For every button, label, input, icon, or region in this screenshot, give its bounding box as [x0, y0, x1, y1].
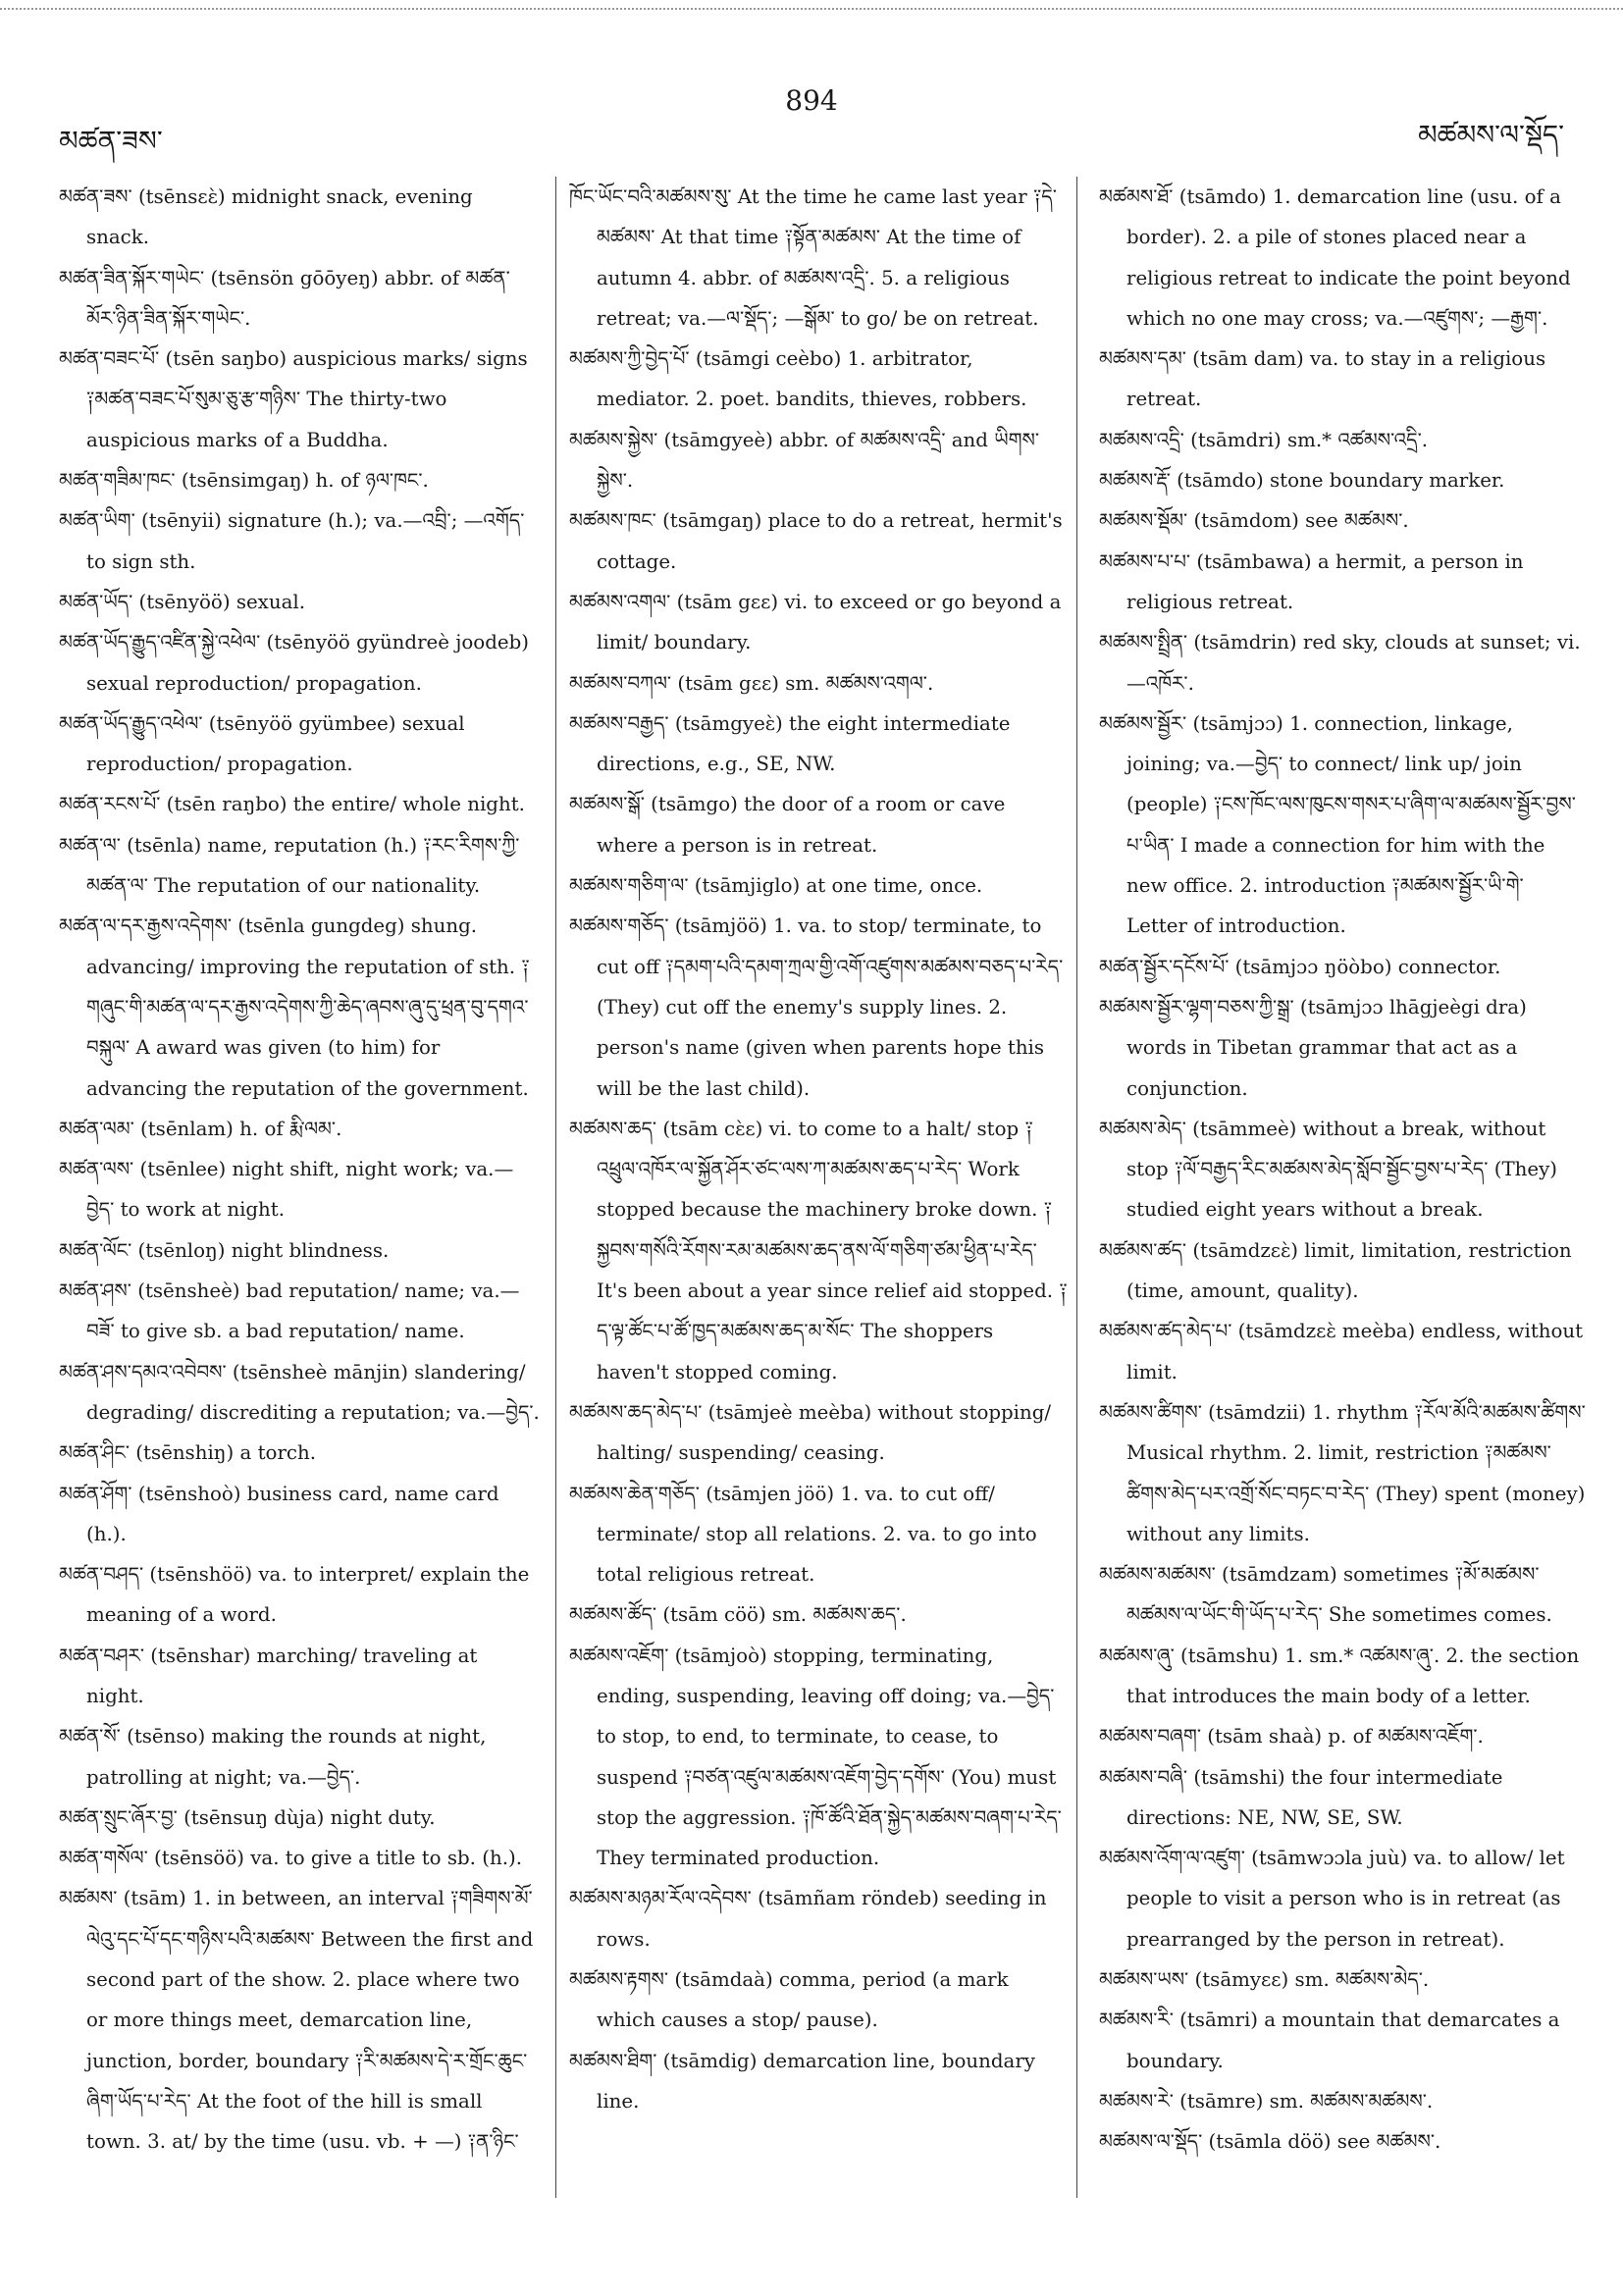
dictionary-entry: མཚམས་ཚད་ (tsāmdzɛɛ̀) limit, limitation, restriction (time, amount, quality).: [1099, 1238, 1572, 1303]
dictionary-entry: མཚམས་རི་ (tsāmri) a mountain that demarcates a boundary.: [1099, 2009, 1560, 2072]
dictionary-entry: མཚམས་བཀལ་ (tsām gɛɛ) sm. མཚམས་འགལ་.: [569, 671, 934, 695]
column-middle: [569, 177, 1070, 2257]
dictionary-entry: མཚམས་ཆད་ (tsām cɛ̀ɛ) vi. to come to a halt/ stop ༑འཕྲུལ་འཁོར་ལ་སྐྱོན་ཤོར་ཙང་ལས་ཀ་མཚམས་ཆད་པ་རེད་ Work stopped because the machinery broke down. ༑སྐྱབས་གསོའི་རོགས་རམ་མཚམས་ཆད་ནས་ལོ་གཅིག་ཙམ་ཕྱིན་པ་རེད་ It's been about a year since relief aid stopped. ༑ད་ལྟ་ཚོང་པ་ཚོ་ཁྱད་མཚམས་ཆད་མ་སོང་ The shoppers haven't stopped coming.: [569, 1117, 1068, 1383]
dictionary-entry: མཚམས་ཐིག་ (tsāmdig) demarcation line, boundary line.: [569, 2049, 1035, 2113]
dictionary-entry: མཚམས་གཅིག་ལ་ (tsāmjiglo) at one time, once.: [569, 874, 983, 898]
dictionary-entry: མཚན་སོ་ (tsēnso) making the rounds at night, patrolling at night; va.—བྱེད་.: [59, 1725, 487, 1789]
dictionary-entry: མཚམས་ཚད་མེད་པ་ (tsāmdzɛɛ̀ meèba) endless, without limit.: [1099, 1320, 1584, 1383]
dictionary-entry: མཚམས་པ་པ་ (tsāmbawa) a hermit, a person in religious retreat.: [1099, 549, 1524, 613]
dictionary-entry: མཚམས་བརྒྱད་ (tsāmgyeɛ̀) the eight intermediate directions, e.g., SE, NW.: [569, 711, 1011, 776]
dictionary-entry: མཚམས་ཡས་ (tsāmyɛɛ) sm. མཚམས་མེད་.: [1099, 1968, 1430, 1992]
dictionary-entry: མཚན་རངས་པོ་ (tsēn raŋbo) the entire/ whole night.: [59, 793, 525, 816]
dictionary-entry: མཚམས་བཞག་ (tsām shaà) p. of མཚམས་འཇོག་.: [1099, 1725, 1484, 1748]
dictionary-entry: མཚམས་སྤྲིན་ (tsāmdrin) red sky, clouds at sunset; vi.—འཁོར་.: [1099, 631, 1581, 695]
dictionary-entry: མཚམས་དམ་ (tsām dam) va. to stay in a religious retreat.: [1099, 347, 1546, 411]
dictionary-entry: མཚན་ཤོག་ (tsēnshoò) business card, name card (h.).: [59, 1482, 499, 1545]
dictionary-entry: མཚམས་འཇོག་ (tsāmjoò) stopping, terminating, ending, suspending, leaving off doing; va.—བྱེད་ to stop, to end, to terminate, to cease, to suspend ༑བཙན་འཛུལ་མཚམས་འཇོག་བྱེད་དགོས་ (You) must stop the aggression. ༑ཁོ་ཚོའི་ཐོན་སྐྱེད་མཚམས་བཞག་པ་རེད་ They terminated production.: [569, 1644, 1062, 1870]
dictionary-entry: མཚམས་འོག་ལ་འཛུག་ (tsāmwɔɔla juù) va. to allow/ let people to visit a person who is in retreat (as prearranged by the person in retreat).: [1099, 1847, 1565, 1951]
dictionary-entry: མཚན་སྲུང་ཞོར་བྱ་ (tsēnsuŋ dùja) night duty.: [59, 1805, 436, 1829]
dictionary-entry: མཚམས་ཁང་ (tsāmgaŋ) place to do a retreat, hermit's cottage.: [569, 509, 1063, 573]
dictionary-entry: མཚན་ཡིག་ (tsēnyii) signature (h.); va.—འབྲི་; —འགོད་ to sign sth.: [59, 509, 525, 573]
dictionary-entry: མཚན་ཟིན་སྐོར་གཡེང་ (tsēnsön gōōyeŋ) abbr. of མཚན་མོར་ཉིན་ཟིན་སྐོར་གཡེང་.: [59, 266, 510, 330]
page-number: 894: [785, 84, 838, 117]
dictionary-entry: མཚན་ཡོད་ (tsēnyöö) sexual.: [59, 590, 305, 613]
dictionary-entry: མཚན་ལམ་ (tsēnlam) h. of རྨི་ལམ་.: [59, 1117, 342, 1140]
dictionary-entry: མཚམས་རེ་ (tsāmre) sm. མཚམས་མཚམས་.: [1099, 2089, 1434, 2113]
dictionary-entry: མཚམས་ཚོད་ (tsām cöö) sm. མཚམས་ཆད་.: [569, 1603, 907, 1627]
dictionary-entry: མཚམས་བཞི་ (tsāmshi) the four intermediate directions: NE, NW, SE, SW.: [1099, 1765, 1503, 1829]
dictionary-entry: མཚམས་སྡོམ་ (tsāmdom) see མཚམས་.: [1099, 509, 1409, 533]
dictionary-entry: མཚམས་གཅོད་ (tsāmjöö) 1. va. to stop/ terminate, to cut off ༑དམག་པའི་དམག་ཀྲལ་གྱི་འགོ་འཛུགས་མཚམས་བཅད་པ་རེད་ (They) cut off the enemy's supply lines. 2. person's name (given when parents hope this will be the last child).: [569, 914, 1064, 1100]
dictionary-entry: མཚན་ལས་ (tsēnlee) night shift, night work; va.—བྱེད་ to work at night.: [59, 1158, 514, 1222]
dictionary-entry: མཚམས་ཚིགས་ (tsāmdzii) 1. rhythm ༑རོལ་མོའི་མཚམས་ཚིགས་ Musical rhythm. 2. limit, restriction ༑མཚམས་ཚིགས་མེད་པར་འགྲོ་སོང་བཏང་བ་རེད་ (They) spent (money) without any limits.: [1099, 1400, 1586, 1545]
column-left: [59, 177, 540, 2257]
dictionary-entry: མཚམས་འདྲི་ (tsāmdri) sm.* འཚམས་འདྲི་.: [1099, 428, 1429, 451]
dictionary-entry: མཚམས་ཞུ་ (tsāmshu) 1. sm.* འཚམས་ཞུ་. 2. the section that introduces the main body of a letter.: [1099, 1644, 1580, 1707]
dictionary-entry: མཚན་བཤད་ (tsēnshöö) va. to interpret/ explain the meaning of a word.: [59, 1563, 530, 1627]
dictionary-entry: མཚམས་ལ་སྡོད་ (tsāmla döö) see མཚམས་.: [1099, 2130, 1441, 2154]
left-guide-word: མཚན་ཟས་: [59, 125, 163, 157]
dictionary-entry: མཚན་ལོང་ (tsēnloŋ) night blindness.: [59, 1238, 390, 1262]
dictionary-entry: མཚན་ཤས་ (tsēnsheè) bad reputation/ name; va.—བཟོ་ to give sb. a bad reputation/ name.: [59, 1279, 520, 1343]
dictionary-entry: མཚམས་ཆེན་གཅོད་ (tsāmjen jöö) 1. va. to cut off/ terminate/ stop all relations. 2. va. to go into total religious retreat.: [569, 1482, 1037, 1587]
column-right: [1099, 177, 1590, 2257]
dictionary-entry: མཚམས་ (tsām) 1. in between, an interval ༑གཟིགས་མོ་ལེའུ་དང་པོ་དང་གཉིས་པའི་མཚམས་ Between the first and second part of the show. 2. place where two or more things meet, demarcation line, junction, border, boundary ༑རི་མཚམས་དེ་ར་གྲོང་ཆུང་ཞིག་ཡོད་པ་རེད་ At the foot of the hill is small town. 3. at/ by the time (usu. vb. + —) ༑ན་ཉིང་: [59, 1887, 534, 2154]
dictionary-entry: མཚན་ཡོད་རྒྱུད་འཕེལ་ (tsēnyöö gyümbee) sexual reproduction/ propagation.: [59, 711, 465, 776]
dictionary-entry: མཚམས་མཚམས་ (tsāmdzam) sometimes ༑མོ་མཚམས་མཚམས་ལ་ཡོང་གི་ཡོད་པ་རེད་ She sometimes comes.: [1099, 1563, 1552, 1627]
dictionary-entry: མཚམས་རྟགས་ (tsāmdaà) comma, period (a mark which causes a stop/ pause).: [569, 1968, 1009, 2032]
dictionary-entry: མཚམས་འགལ་ (tsām gɛɛ) vi. to exceed or go beyond a limit/ boundary.: [569, 590, 1062, 654]
dictionary-entry: མཚམས་སྒོ་ (tsāmgo) the door of a room or cave where a person is in retreat.: [569, 793, 1006, 857]
dictionary-entry: མཚམས་མཉམ་རོལ་འདེབས་ (tsāmñam röndeb) seeding in rows.: [569, 1887, 1047, 1951]
dictionary-entry: མཚན་བཟང་པོ་ (tsēn saŋbo) auspicious marks/ signs ༑མཚན་བཟང་པོ་སུམ་ཅུ་རྩ་གཉིས་ The thirty-two auspicious marks of a Buddha.: [59, 347, 528, 451]
right-guide-word: མཚམས་ལ་སྡོད་: [1418, 119, 1564, 151]
dictionary-entry: མཚན་ཟས་ (tsēnsɛɛ̀) midnight snack, evening snack.: [59, 185, 473, 249]
dictionary-entry: མཚན་ལ་དར་རྒྱས་འདེགས་ (tsēnla gungdeg) shung. advancing/ improving the reputation of sth. ༑གཞུང་གི་མཚན་ལ་དར་རྒྱས་འདེགས་ཀྱི་ཆེད་ཞབས་ཞུ་དུ་ཕྲན་བུ་དགའ་བསྐུལ་ A award was given (to him) for advancing the reputation of the government.: [59, 914, 530, 1100]
dictionary-entry: ཁོང་ཡོང་བའི་མཚམས་སུ་ At the time he came last year ༑དེ་མཚམས་ At that time ༑སྟོན་མཚམས་ At the time of autumn 4. abbr. of མཚམས་འདྲི་. 5. a religious retreat; va.—ལ་སྡོད་; —སྒོམ་ to go/ be on retreat.: [569, 185, 1057, 330]
scan-edge-rule: [0, 8, 1623, 10]
dictionary-entry: མཚམས་རྡོ་ (tsāmdo) stone boundary marker.: [1099, 469, 1505, 493]
dictionary-entry: མཚན་ཤས་དམའ་འབེབས་ (tsēnsheè mānjin) slandering/ degrading/ discrediting a reputation; va.—བྱེད་.: [59, 1360, 540, 1424]
dictionary-entry: མཚན་ཡོད་རྒྱུད་འཛིན་སྐྱེ་འཕེལ་ (tsēnyöö gyündreè joodeb) sexual reproduction/ propagation.: [59, 631, 529, 695]
dictionary-entry: མཚམས་ཀྱི་བྱེད་པོ་ (tsāmgi ceèbo) 1. arbitrator, mediator. 2. poet. bandits, thieves, robbers.: [569, 347, 1027, 411]
dictionary-entry: མཚན་ལ་ (tsēnla) name, reputation (h.) ༑རང་རིགས་ཀྱི་མཚན་ལ་ The reputation of our nationality.: [59, 833, 520, 898]
dictionary-entry: མཚམས་སྐྱེས་ (tsāmgyeè) abbr. of མཚམས་འདྲི་ and ཡིགས་སྐྱེས་.: [569, 428, 1040, 493]
dictionary-entry: མཚམས་ཆད་མེད་པ་ (tsāmjeè meèba) without stopping/ halting/ suspending/ ceasing.: [569, 1400, 1052, 1465]
dictionary-entry: མཚན་སྦྱོར་དངོས་པོ་ (tsāmjɔɔ ŋöòbo) connector.: [1099, 955, 1501, 978]
dictionary-entry: མཚམས་སྦྱོར་ (tsāmjɔɔ) 1. connection, linkage, joining; va.—བྱེད་ to connect/ link up/ join (people) ༑ངས་ཁོང་ལས་ཁུངས་གསར་པ་ཞིག་ལ་མཚམས་སྦྱོར་བྱས་པ་ཡིན་ I made a connection for him with the new office. 2. introduction ༑མཚམས་སྦྱོར་ཡི་གེ་ Letter of introduction.: [1099, 711, 1576, 938]
dictionary-entry: མཚམས་སྦྱོར་ལྷག་བཅས་ཀྱི་སྒྲ་ (tsāmjɔɔ lhāgjeègi dra) words in Tibetan grammar that act as a conjunction.: [1099, 995, 1527, 1100]
dictionary-entry: མཚམས་ཐོ་ (tsāmdo) 1. demarcation line (usu. of a border). 2. a pile of stones placed near a religious retreat to indicate the point beyond which no one may cross; va.—འཛུགས་; —རྒྱག་.: [1099, 185, 1571, 330]
dictionary-entry: མཚན་བཤར་ (tsēnshar) marching/ traveling at night.: [59, 1644, 478, 1707]
entry-columns: [59, 177, 1590, 2257]
dictionary-entry: མཚན་ཤིང་ (tsēnshiŋ) a torch.: [59, 1441, 317, 1465]
dictionary-entry: མཚན་གསོལ་ (tsēnsöö) va. to give a title to sb. (h.).: [59, 1847, 523, 1870]
dictionary-entry: མཚན་གཟིམ་ཁང་ (tsēnsimgaŋ) h. of ཉལ་ཁང་.: [59, 469, 429, 493]
dictionary-entry: མཚམས་མེད་ (tsāmmeè) without a break, without stop ༑ལོ་བརྒྱད་རིང་མཚམས་མེད་སློབ་སྦྱོང་བྱས་པ་རེད་ (They) studied eight years without a break.: [1099, 1117, 1557, 1222]
